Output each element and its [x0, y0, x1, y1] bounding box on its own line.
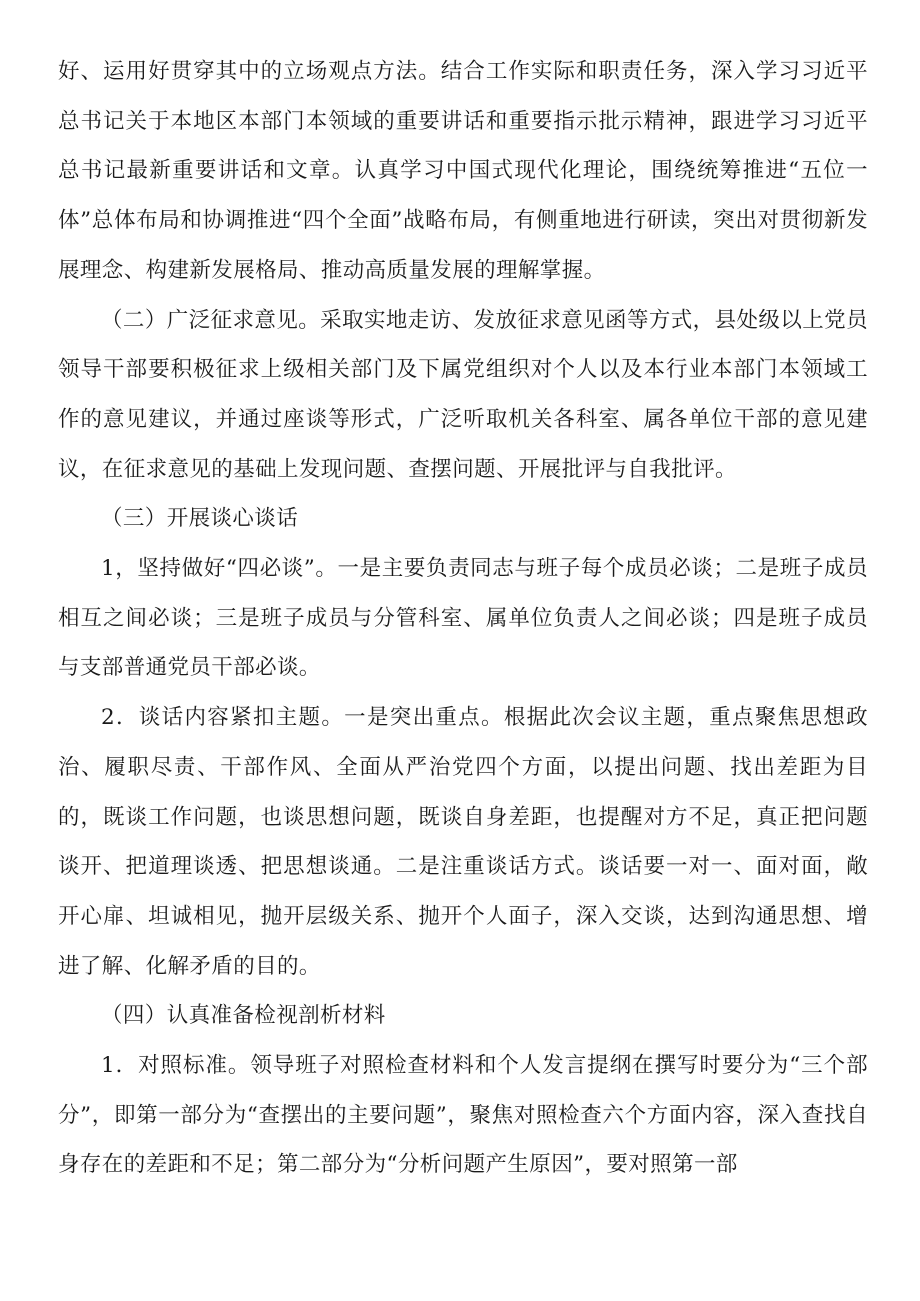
- paragraph-study-continuation: 好、运用好贯穿其中的立场观点方法。结合工作实际和职责任务，深入学习习近平总书记关于本地区本部门本领域的重要讲话和重要指示批示精神，跟进学习习近平总书记最新重要讲话和文章。认真学习中国式现代化理论，围绕统筹推进“五位一体”总体布局和协调推进“四个全面”战略布局，有侧重地进行研读，突出对贯彻新发展理念、构建新发展格局、推动高质量发展的理解掌握。: [58, 59, 868, 283]
- heading-prepare-materials: （四）认真准备检视剖析材料: [101, 1003, 386, 1029]
- paragraph-four-must-talks: 1，坚持做好“四必谈”。一是主要负责同志与班子每个成员必谈；二是班子成员相互之间必谈；三是班子成员与分管科室、属单位负责人之间必谈；四是班子成员与支部普通党员干部必谈。: [58, 556, 868, 681]
- paragraph-talk-content: 2．谈话内容紧扣主题。一是突出重点。根据此次会议主题，重点聚焦思想政治、履职尽责、干部作风、全面从严治党四个方面，以提出问题、找出差距为目的，既谈工作问题，也谈思想问题，既谈自身差距，也提醒对方不足，真正把问题谈开、把道理谈透、把思想谈通。二是注重谈话方式。谈话要一对一、面对面，敞开心扉、坦诚相见，抛开层级关系、抛开个人面子，深入交谈，达到沟通思想、增进了解、化解矛盾的目的。: [58, 705, 868, 979]
- paragraph-solicit-opinions: （二）广泛征求意见。采取实地走访、发放征求意见函等方式，县处级以上党员领导干部要积极征求上级相关部门及下属党组织对个人以及本行业本部门本领域工作的意见建议，并通过座谈等形式，广泛听取机关各科室、属各单位干部的意见建议，在征求意见的基础上发现问题、查摆问题、开展批评与自我批评。: [58, 307, 868, 482]
- paragraph-standards: 1．对照标准。领导班子对照检查材料和个人发言提纲在撰写时要分为“三个部分”，即第一部分为“查摆出的主要问题”，聚焦对照检查六个方面内容，深入查找自身存在的差距和不足；第二部分为“分析问题产生原因”，要对照第一部: [58, 1053, 868, 1178]
- heading-heart-to-heart-talks: （三）开展谈心谈话: [101, 506, 299, 532]
- document-body: [58, 47, 868, 1190]
